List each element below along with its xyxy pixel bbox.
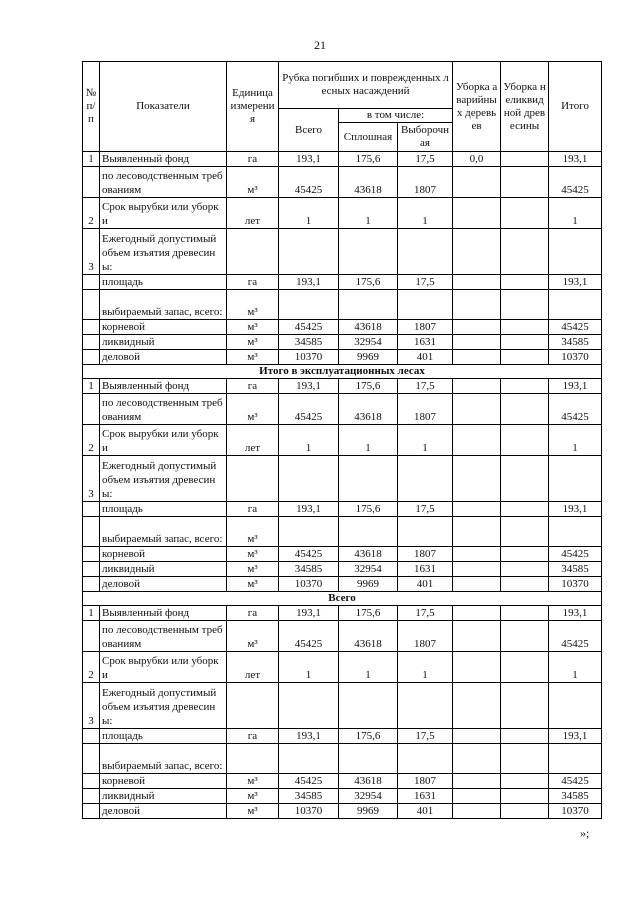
cell-emergency xyxy=(453,547,501,562)
cell-total: 34585 xyxy=(279,562,339,577)
cell-label: ликвидный xyxy=(100,562,227,577)
section-title-row xyxy=(83,365,602,379)
cell-selective: 1807 xyxy=(398,547,453,562)
cell-label: деловой xyxy=(100,350,227,365)
cell-emergency xyxy=(453,789,501,804)
cell-selective: 17,5 xyxy=(398,606,453,621)
header-no: № п/п xyxy=(83,62,100,152)
cell-total: 10370 xyxy=(279,350,339,365)
cell-clear: 175,6 xyxy=(339,729,398,744)
cell-sum xyxy=(549,456,602,502)
cell-clear xyxy=(339,290,398,320)
cell-sum xyxy=(549,683,602,729)
cell-label: выбираемый запас, всего: xyxy=(100,517,227,547)
table-row xyxy=(83,229,602,275)
cell-unit: м³ xyxy=(227,562,279,577)
cell-total: 193,1 xyxy=(279,152,339,167)
cell-illiquid xyxy=(501,425,549,456)
cell-label: по лесоводственным требованиям xyxy=(100,394,227,425)
cell-no xyxy=(83,335,100,350)
cell-no: 3 xyxy=(83,683,100,729)
cell-selective: 1 xyxy=(398,652,453,683)
table-row xyxy=(83,547,602,562)
cell-illiquid xyxy=(501,562,549,577)
cell-sum: 193,1 xyxy=(549,729,602,744)
table-row xyxy=(83,456,602,502)
cell-emergency xyxy=(453,379,501,394)
cell-total: 193,1 xyxy=(279,606,339,621)
cell-label: корневой xyxy=(100,547,227,562)
cell-clear: 32954 xyxy=(339,789,398,804)
cell-emergency xyxy=(453,350,501,365)
cell-emergency xyxy=(453,683,501,729)
cell-illiquid xyxy=(501,335,549,350)
cell-emergency xyxy=(453,198,501,229)
cell-clear: 175,6 xyxy=(339,379,398,394)
table-row xyxy=(83,290,602,320)
cell-label: Выявленный фонд xyxy=(100,152,227,167)
table-row xyxy=(83,606,602,621)
section-title: Итого в эксплуатационных лесах xyxy=(83,365,602,379)
cell-no: 3 xyxy=(83,456,100,502)
header-unit: Единица измерения xyxy=(227,62,279,152)
table-row xyxy=(83,320,602,335)
cell-sum: 45425 xyxy=(549,621,602,652)
cell-clear xyxy=(339,229,398,275)
cell-illiquid xyxy=(501,502,549,517)
cell-illiquid xyxy=(501,290,549,320)
cell-selective: 1631 xyxy=(398,335,453,350)
header-selective: Выборочная xyxy=(398,123,453,152)
cell-sum: 193,1 xyxy=(549,606,602,621)
cell-clear: 43618 xyxy=(339,621,398,652)
cell-total xyxy=(279,517,339,547)
cell-illiquid xyxy=(501,804,549,819)
header-felling-group: Рубка погибших и поврежденных лесных насаждений xyxy=(279,62,453,109)
cell-emergency xyxy=(453,517,501,547)
table-row xyxy=(83,577,602,592)
cell-unit xyxy=(227,744,279,774)
cell-label: Срок вырубки или уборки xyxy=(100,198,227,229)
felling-table xyxy=(82,61,602,819)
cell-total: 1 xyxy=(279,425,339,456)
cell-unit: лет xyxy=(227,198,279,229)
cell-label: Ежегодный допустимый объем изъятия древесины: xyxy=(100,683,227,729)
header-emergency: Уборка аварийных деревьев xyxy=(453,62,501,152)
section-title: Всего xyxy=(83,592,602,606)
header-total: Всего xyxy=(279,109,339,152)
cell-clear: 1 xyxy=(339,425,398,456)
table-row xyxy=(83,425,602,456)
cell-unit: м³ xyxy=(227,774,279,789)
cell-sum xyxy=(549,517,602,547)
cell-no: 2 xyxy=(83,652,100,683)
cell-unit: м³ xyxy=(227,167,279,198)
cell-sum: 193,1 xyxy=(549,152,602,167)
cell-sum: 45425 xyxy=(549,167,602,198)
table-row xyxy=(83,517,602,547)
cell-illiquid xyxy=(501,729,549,744)
cell-no xyxy=(83,275,100,290)
cell-total: 34585 xyxy=(279,335,339,350)
cell-no xyxy=(83,744,100,774)
cell-selective: 1807 xyxy=(398,320,453,335)
table-row xyxy=(83,275,602,290)
cell-label: ликвидный xyxy=(100,789,227,804)
cell-emergency xyxy=(453,275,501,290)
cell-illiquid xyxy=(501,275,549,290)
cell-unit xyxy=(227,456,279,502)
cell-emergency xyxy=(453,744,501,774)
cell-emergency xyxy=(453,577,501,592)
cell-sum: 193,1 xyxy=(549,275,602,290)
cell-sum: 1 xyxy=(549,198,602,229)
cell-selective: 17,5 xyxy=(398,379,453,394)
cell-emergency xyxy=(453,167,501,198)
cell-selective: 17,5 xyxy=(398,152,453,167)
cell-sum: 45425 xyxy=(549,774,602,789)
cell-label: площадь xyxy=(100,275,227,290)
cell-no: 2 xyxy=(83,198,100,229)
cell-clear: 175,6 xyxy=(339,152,398,167)
cell-label: деловой xyxy=(100,804,227,819)
cell-clear xyxy=(339,456,398,502)
cell-unit xyxy=(227,683,279,729)
cell-emergency xyxy=(453,804,501,819)
cell-sum: 1 xyxy=(549,425,602,456)
cell-emergency xyxy=(453,456,501,502)
cell-illiquid xyxy=(501,774,549,789)
cell-selective: 1807 xyxy=(398,774,453,789)
cell-label: корневой xyxy=(100,774,227,789)
cell-clear: 43618 xyxy=(339,547,398,562)
cell-emergency xyxy=(453,394,501,425)
cell-selective: 1631 xyxy=(398,789,453,804)
cell-no xyxy=(83,621,100,652)
cell-illiquid xyxy=(501,517,549,547)
header-indicator: Показатели xyxy=(100,62,227,152)
cell-selective xyxy=(398,290,453,320)
cell-sum: 10370 xyxy=(549,350,602,365)
cell-no xyxy=(83,729,100,744)
cell-emergency xyxy=(453,774,501,789)
cell-unit: га xyxy=(227,729,279,744)
cell-selective xyxy=(398,456,453,502)
cell-label: корневой xyxy=(100,320,227,335)
cell-emergency xyxy=(453,425,501,456)
cell-illiquid xyxy=(501,652,549,683)
table-row xyxy=(83,167,602,198)
cell-label: площадь xyxy=(100,502,227,517)
table-row xyxy=(83,379,602,394)
cell-label: деловой xyxy=(100,577,227,592)
cell-no: 2 xyxy=(83,425,100,456)
cell-selective: 401 xyxy=(398,577,453,592)
cell-total: 34585 xyxy=(279,789,339,804)
table-row xyxy=(83,152,602,167)
cell-emergency: 0,0 xyxy=(453,152,501,167)
cell-unit: м³ xyxy=(227,350,279,365)
header-clear: Сплошная xyxy=(339,123,398,152)
cell-total: 10370 xyxy=(279,577,339,592)
cell-sum: 34585 xyxy=(549,335,602,350)
cell-selective xyxy=(398,229,453,275)
header-sum: Итого xyxy=(549,62,602,152)
cell-label: Срок вырубки или уборки xyxy=(100,652,227,683)
cell-illiquid xyxy=(501,229,549,275)
cell-selective: 17,5 xyxy=(398,729,453,744)
cell-selective xyxy=(398,744,453,774)
table-row xyxy=(83,394,602,425)
cell-sum: 45425 xyxy=(549,547,602,562)
cell-emergency xyxy=(453,562,501,577)
cell-no: 3 xyxy=(83,229,100,275)
cell-unit: га xyxy=(227,275,279,290)
cell-sum: 34585 xyxy=(549,562,602,577)
cell-sum: 10370 xyxy=(549,577,602,592)
cell-no xyxy=(83,502,100,517)
cell-illiquid xyxy=(501,167,549,198)
cell-selective: 401 xyxy=(398,350,453,365)
cell-label: выбираемый запас, всего: xyxy=(100,744,227,774)
table-row xyxy=(83,562,602,577)
page-number: 21 xyxy=(314,38,326,52)
cell-label: по лесоводственным требованиям xyxy=(100,167,227,198)
cell-clear: 43618 xyxy=(339,320,398,335)
cell-emergency xyxy=(453,502,501,517)
cell-clear xyxy=(339,683,398,729)
cell-total xyxy=(279,456,339,502)
cell-selective: 1 xyxy=(398,425,453,456)
cell-unit: м³ xyxy=(227,789,279,804)
cell-illiquid xyxy=(501,621,549,652)
cell-selective xyxy=(398,517,453,547)
cell-unit: м³ xyxy=(227,335,279,350)
cell-label: площадь xyxy=(100,729,227,744)
table-row xyxy=(83,502,602,517)
table-row xyxy=(83,744,602,774)
cell-unit: га xyxy=(227,606,279,621)
cell-clear: 43618 xyxy=(339,774,398,789)
table-row xyxy=(83,621,602,652)
cell-no: 1 xyxy=(83,379,100,394)
cell-unit: м³ xyxy=(227,394,279,425)
cell-total: 1 xyxy=(279,652,339,683)
cell-selective: 1631 xyxy=(398,562,453,577)
cell-illiquid xyxy=(501,350,549,365)
header-incl: в том числе: xyxy=(339,109,453,123)
cell-total xyxy=(279,229,339,275)
cell-total: 1 xyxy=(279,198,339,229)
cell-clear: 43618 xyxy=(339,167,398,198)
cell-unit: га xyxy=(227,502,279,517)
cell-label: Выявленный фонд xyxy=(100,379,227,394)
table-row xyxy=(83,652,602,683)
cell-sum xyxy=(549,290,602,320)
cell-emergency xyxy=(453,606,501,621)
cell-clear: 32954 xyxy=(339,562,398,577)
cell-no xyxy=(83,350,100,365)
cell-unit: га xyxy=(227,379,279,394)
cell-no: 1 xyxy=(83,152,100,167)
section-title-row xyxy=(83,592,602,606)
cell-sum xyxy=(549,744,602,774)
cell-clear: 175,6 xyxy=(339,275,398,290)
table-row xyxy=(83,350,602,365)
cell-total: 193,1 xyxy=(279,379,339,394)
cell-label: Срок вырубки или уборки xyxy=(100,425,227,456)
cell-total: 193,1 xyxy=(279,502,339,517)
cell-selective: 1807 xyxy=(398,167,453,198)
cell-sum: 45425 xyxy=(549,320,602,335)
cell-illiquid xyxy=(501,577,549,592)
cell-unit: м³ xyxy=(227,804,279,819)
cell-total: 45425 xyxy=(279,774,339,789)
cell-label: Ежегодный допустимый объем изъятия древесины: xyxy=(100,229,227,275)
cell-illiquid xyxy=(501,547,549,562)
cell-no: 1 xyxy=(83,606,100,621)
cell-total: 45425 xyxy=(279,394,339,425)
cell-total: 45425 xyxy=(279,167,339,198)
cell-label: Ежегодный допустимый объем изъятия древесины: xyxy=(100,456,227,502)
cell-emergency xyxy=(453,621,501,652)
cell-emergency xyxy=(453,320,501,335)
table-row xyxy=(83,198,602,229)
cell-no xyxy=(83,320,100,335)
cell-clear xyxy=(339,744,398,774)
cell-no xyxy=(83,394,100,425)
cell-sum xyxy=(549,229,602,275)
cell-no xyxy=(83,789,100,804)
cell-no xyxy=(83,547,100,562)
cell-sum: 193,1 xyxy=(549,502,602,517)
cell-illiquid xyxy=(501,320,549,335)
cell-selective: 1807 xyxy=(398,621,453,652)
cell-illiquid xyxy=(501,744,549,774)
cell-total xyxy=(279,683,339,729)
cell-unit: м³ xyxy=(227,547,279,562)
cell-illiquid xyxy=(501,683,549,729)
cell-clear: 43618 xyxy=(339,394,398,425)
cell-emergency xyxy=(453,229,501,275)
cell-total: 45425 xyxy=(279,621,339,652)
table-row xyxy=(83,789,602,804)
cell-no xyxy=(83,774,100,789)
cell-unit: м³ xyxy=(227,577,279,592)
cell-total: 193,1 xyxy=(279,275,339,290)
cell-clear: 9969 xyxy=(339,804,398,819)
cell-unit: лет xyxy=(227,652,279,683)
cell-illiquid xyxy=(501,379,549,394)
cell-total xyxy=(279,744,339,774)
cell-total xyxy=(279,290,339,320)
cell-illiquid xyxy=(501,394,549,425)
header-illiquid: Уборка неликвидной древесины xyxy=(501,62,549,152)
cell-no xyxy=(83,577,100,592)
cell-no xyxy=(83,167,100,198)
cell-total: 193,1 xyxy=(279,729,339,744)
cell-sum: 10370 xyxy=(549,804,602,819)
cell-label: Выявленный фонд xyxy=(100,606,227,621)
cell-selective: 1 xyxy=(398,198,453,229)
cell-illiquid xyxy=(501,198,549,229)
cell-clear: 1 xyxy=(339,652,398,683)
cell-clear: 175,6 xyxy=(339,502,398,517)
cell-label: по лесоводственным требованиям xyxy=(100,621,227,652)
cell-emergency xyxy=(453,290,501,320)
table-row xyxy=(83,774,602,789)
cell-selective: 17,5 xyxy=(398,275,453,290)
cell-unit: м³ xyxy=(227,320,279,335)
table-row xyxy=(83,729,602,744)
cell-clear xyxy=(339,517,398,547)
cell-selective: 401 xyxy=(398,804,453,819)
cell-label: ликвидный xyxy=(100,335,227,350)
cell-emergency xyxy=(453,729,501,744)
cell-total: 10370 xyxy=(279,804,339,819)
cell-emergency xyxy=(453,652,501,683)
cell-selective xyxy=(398,683,453,729)
cell-no xyxy=(83,562,100,577)
cell-selective: 1807 xyxy=(398,394,453,425)
cell-label: выбираемый запас, всего: xyxy=(100,290,227,320)
cell-illiquid xyxy=(501,456,549,502)
cell-emergency xyxy=(453,335,501,350)
cell-illiquid xyxy=(501,606,549,621)
cell-no xyxy=(83,804,100,819)
cell-illiquid xyxy=(501,789,549,804)
cell-total: 45425 xyxy=(279,547,339,562)
cell-sum: 34585 xyxy=(549,789,602,804)
table-row xyxy=(83,335,602,350)
cell-clear: 32954 xyxy=(339,335,398,350)
cell-clear: 9969 xyxy=(339,350,398,365)
cell-illiquid xyxy=(501,152,549,167)
cell-no xyxy=(83,517,100,547)
table-row xyxy=(83,683,602,729)
cell-unit xyxy=(227,229,279,275)
cell-unit: лет xyxy=(227,425,279,456)
cell-clear: 9969 xyxy=(339,577,398,592)
cell-unit: га xyxy=(227,152,279,167)
cell-selective: 17,5 xyxy=(398,502,453,517)
closing-mark: »; xyxy=(580,826,590,840)
cell-sum: 45425 xyxy=(549,394,602,425)
cell-clear: 1 xyxy=(339,198,398,229)
cell-sum: 193,1 xyxy=(549,379,602,394)
cell-unit: м³ xyxy=(227,517,279,547)
cell-no xyxy=(83,290,100,320)
cell-total: 45425 xyxy=(279,320,339,335)
cell-unit: м³ xyxy=(227,621,279,652)
cell-clear: 175,6 xyxy=(339,606,398,621)
cell-sum: 1 xyxy=(549,652,602,683)
cell-unit: м³ xyxy=(227,290,279,320)
table-row xyxy=(83,804,602,819)
